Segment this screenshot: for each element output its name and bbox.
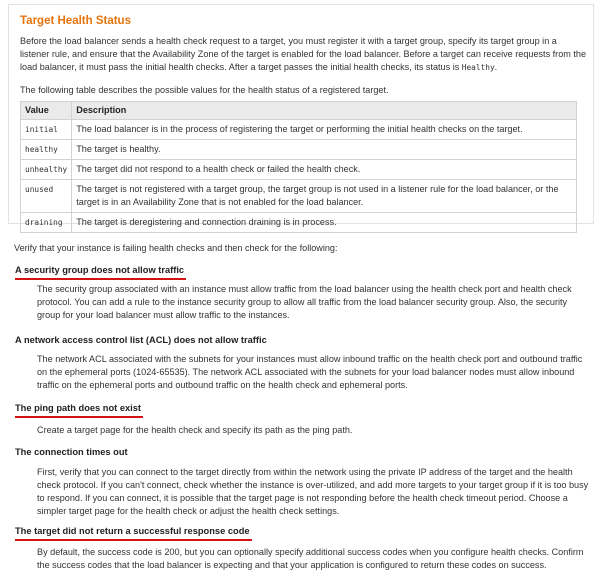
heading-security-group: A security group does not allow traffic <box>15 265 185 275</box>
status-description: The target is healthy. <box>72 140 577 160</box>
body-network-acl: The network ACL associated with the subnets for your instances must allow inbound traffic on the health check port and outbound traffic on the ephemeral ports (1024-65535). The network ACL associated with the subnets for your load balancer nodes must allow inbound traffic on the ephemeral ports and outbound traffic on the health check and ephemeral ports. <box>37 354 583 390</box>
body-response-code: By default, the success code is 200, but you can optionally specify additional success codes when you configure health checks. Confirm the success codes that the load balancer is expecting and that your application is configured to return these codes on success. <box>37 547 584 570</box>
intro-end: . <box>494 62 498 72</box>
status-value: healthy <box>21 140 72 160</box>
heading-ping-path: The ping path does not exist <box>15 403 142 413</box>
table-row <box>21 140 577 160</box>
status-value: unhealthy <box>21 160 72 180</box>
status-description: The load balancer is in the process of registering the target or performing the initial health checks on the target. <box>72 120 577 140</box>
column-header-description: Description <box>72 102 577 120</box>
intro-text: Before the load balancer sends a health check request to a target, you must register it with a target group, specify its target group in a listener rule, and ensure that the Availability Zone of the target is enabled for the load balancer. Before a target can receive requests from the load balancer, it must pass the initial health checks. After a target passes the initial health checks, its status is <box>20 36 587 72</box>
health-status-panel <box>8 4 594 227</box>
table-header-row <box>21 102 577 120</box>
intro-code: Healthy <box>461 63 495 72</box>
body-connection-timeout: First, verify that you can connect to the target directly from within the network using the private IP address of the target and the health check protocol. If you can't connect, check whether the instance is over-utilized, and add more targets to your target group if it is too busy to respond. If you can connect, it is possible that the target page is not responding before the health check timeout period. Choose a simpler target page for the health check or adjust the health check settings. <box>37 467 589 516</box>
status-description: The target is not registered with a target group, the target group is not used in a listener rule for the load balancer, or the target is in an Availability Zone that is not enabled for the load balancer. <box>72 180 577 213</box>
heading-network-acl: A network access control list (ACL) does not allow traffic <box>15 335 267 345</box>
panel-title: Target Health Status <box>20 15 131 27</box>
table-row <box>21 120 577 140</box>
status-description: The target is deregistering and connection draining is in process. <box>72 213 577 233</box>
table-row <box>21 160 577 180</box>
body-ping-path: Create a target page for the health check and specify its path as the ping path. <box>37 425 353 435</box>
status-description: The target did not respond to a health check or failed the health check. <box>72 160 577 180</box>
status-value: draining <box>21 213 72 233</box>
heading-connection-timeout: The connection times out <box>15 447 128 457</box>
table-row <box>21 213 577 233</box>
column-header-value: Value <box>21 102 72 120</box>
status-value: initial <box>21 120 72 140</box>
heading-response-code: The target did not return a successful response code <box>15 526 250 536</box>
table-intro: The following table describes the possible values for the health status of a registered target. <box>20 85 389 95</box>
body-security-group: The security group associated with an instance must allow traffic from the load balancer using the health check port and health check protocol. You can add a rule to the instance security group to allow all traffic from the load balancer security group. Also, the security group for your load balancer must allow traffic to the instances. <box>37 284 572 320</box>
health-status-table <box>20 101 577 233</box>
verify-text: Verify that your instance is failing health checks and then check for the following: <box>14 243 338 253</box>
panel-intro <box>20 35 588 74</box>
status-value: unused <box>21 180 72 213</box>
table-row <box>21 180 577 213</box>
